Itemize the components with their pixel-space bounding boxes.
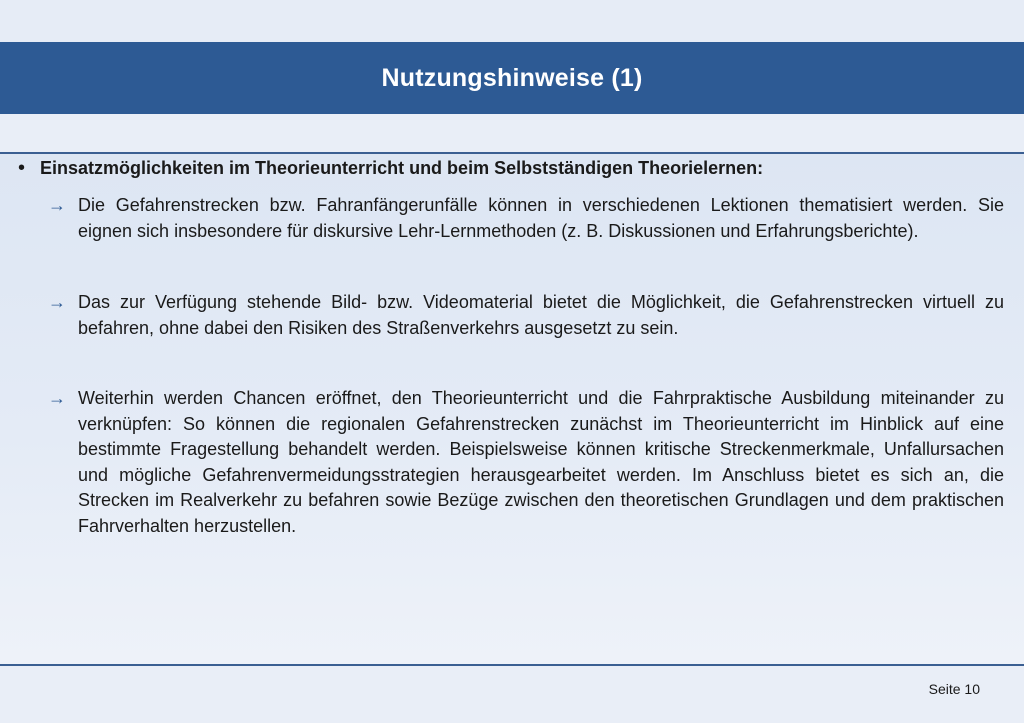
page-title: Nutzungshinweise (1) (381, 63, 643, 92)
title-bar (0, 42, 1024, 114)
paragraph-3 (48, 386, 1004, 540)
paragraph-1 (48, 193, 1004, 244)
bullet-icon: • (18, 157, 26, 179)
arrow-right-icon: → (48, 292, 66, 312)
page-number: Seite 10 (928, 681, 980, 697)
paragraph-2 (48, 290, 1004, 341)
bullet-heading: Einsatzmöglichkeiten im Theorieunterricht und beim Selbstständigen Theorielernen: (40, 158, 764, 178)
arrow-right-icon: → (48, 195, 66, 215)
paragraph-text: Die Gefahrenstrecken bzw. Fahranfängerunfälle können in verschiedenen Lektionen thematisiert werden. Sie eignen sich insbesondere für diskursive Lehr-Lernmethoden (z. B. Diskussionen und Erfahrungsberichte). (78, 195, 1004, 241)
arrow-right-icon: → (48, 388, 66, 408)
bullet-item (18, 156, 1008, 180)
paragraph-text: Das zur Verfügung stehende Bild- bzw. Videomaterial bietet die Möglichkeit, die Gefahrenstrecken virtuell zu befahren, ohne dabei den Risiken des Straßenverkehrs ausgesetzt zu sein. (78, 292, 1004, 338)
paragraph-text: Weiterhin werden Chancen eröffnet, den Theorieunterricht und die Fahrpraktische Ausbildung miteinander zu verknüpfen: So können die regionalen Gefahrenstrecken zunächst im Theorieunterricht im Hinblick auf eine bestimmte Fragestellung behandelt werden. Beispielsweise können kritische Streckenmerkmale, Unfallursachen und mögliche Gefahrenvermeidungsstrategien herausgearbeitet werden. Im Anschluss bietet es sich an, die Strecken im Realverkehr zu befahren sowie Bezüge zwischen den theoretischen Grundlagen und dem praktischen Fahrverhalten herzustellen. (78, 388, 1004, 536)
top-strip (0, 0, 1024, 42)
